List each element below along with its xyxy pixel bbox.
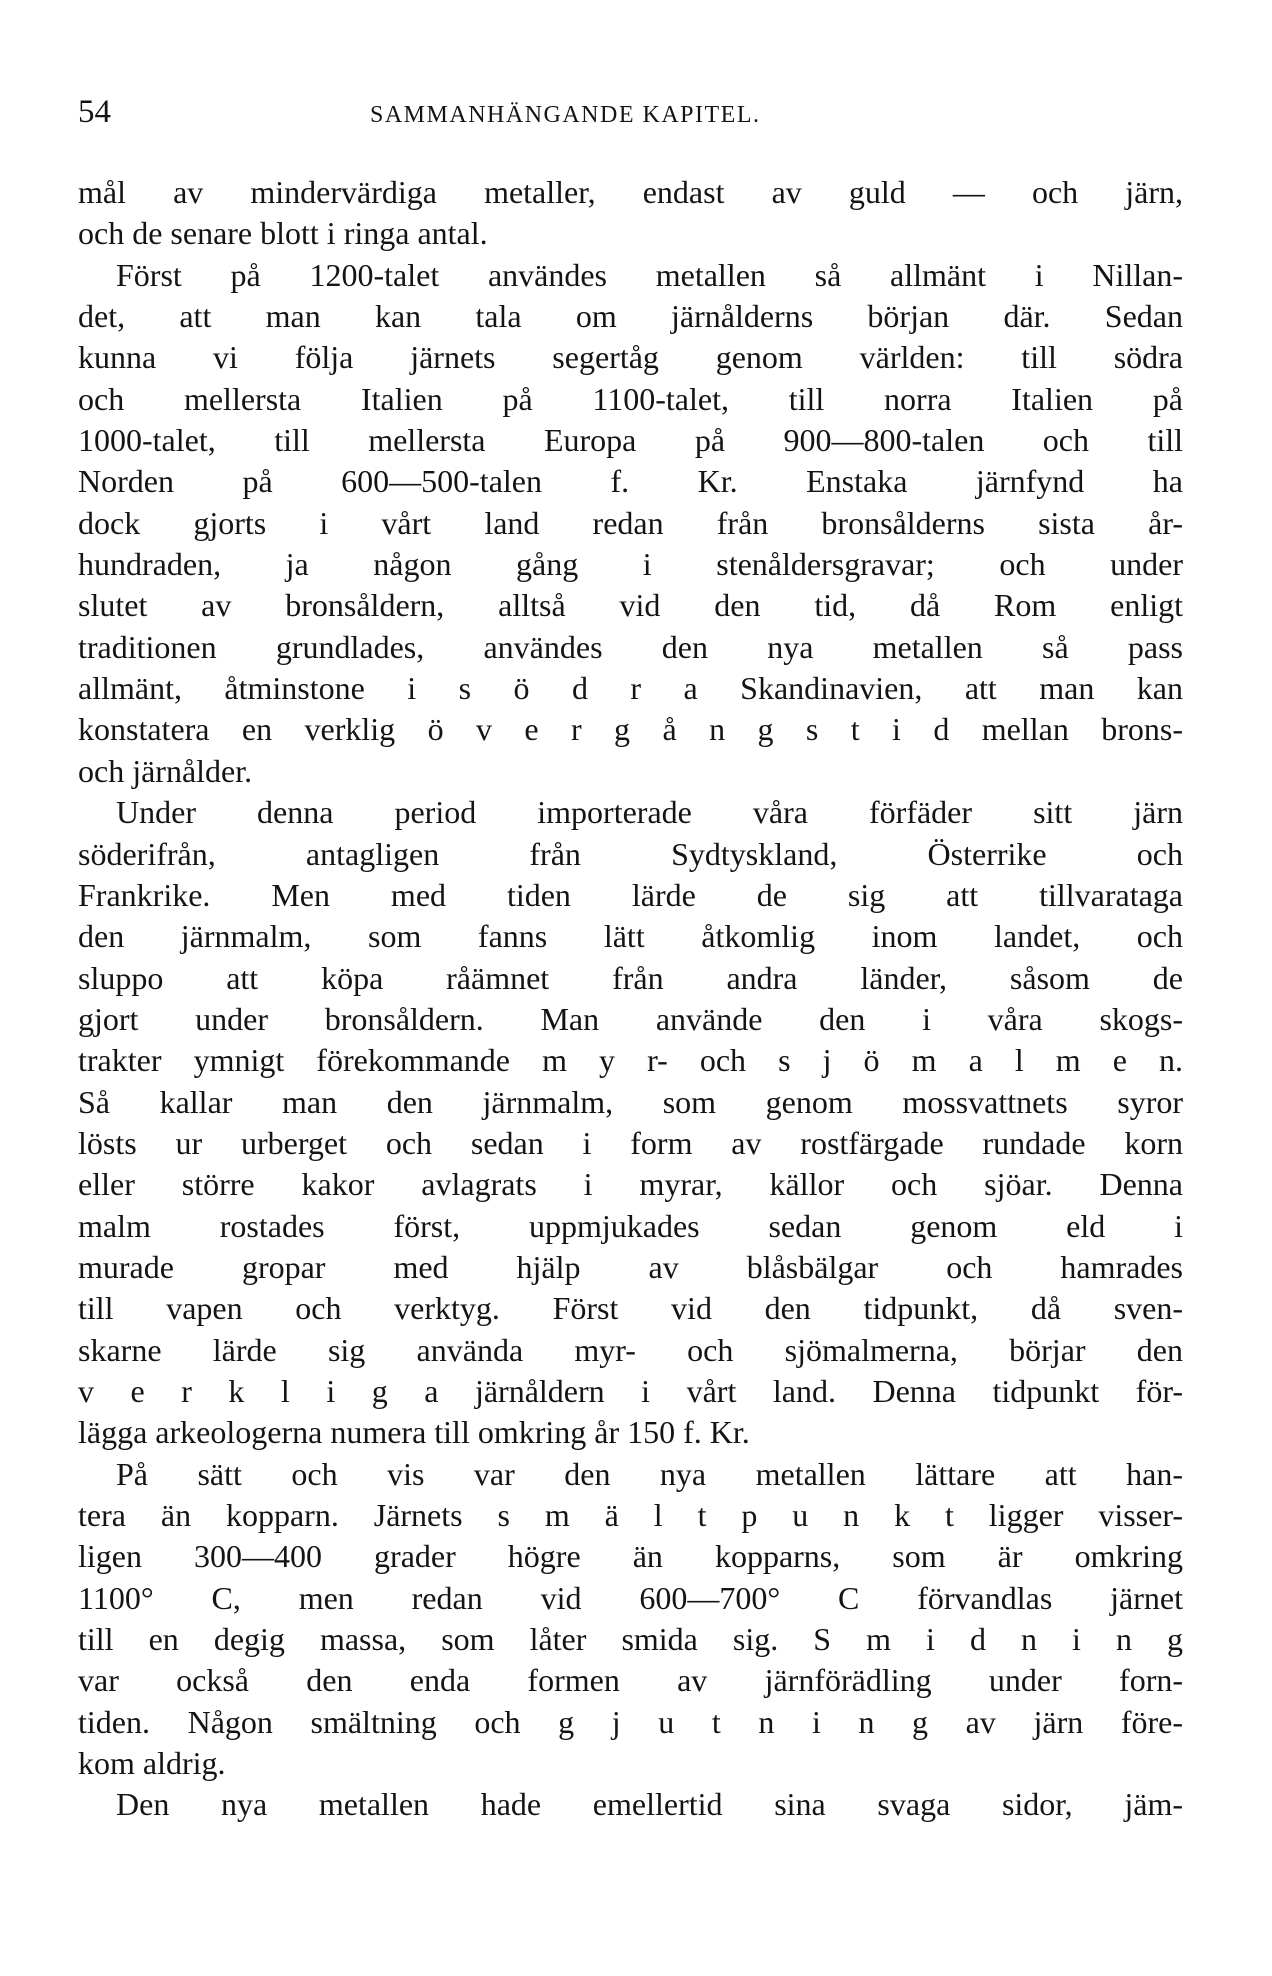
body-text bbox=[78, 172, 1183, 1826]
text-line: det, att man kan tala om järnålderns början där. Sedan bbox=[78, 298, 1183, 335]
text-line: till vapen och verktyg. Först vid den tidpunkt, då sven- bbox=[78, 1290, 1183, 1327]
text-line: eller större kakor avlagrats i myrar, källor och sjöar. Denna bbox=[78, 1166, 1183, 1203]
text-line: ligen 300—400 grader högre än kopparns, som är omkring bbox=[78, 1538, 1183, 1575]
text-line: 1000-talet, till mellersta Europa på 900—800-talen och till bbox=[78, 422, 1183, 459]
text-line: Frankrike. Men med tiden lärde de sig att tillvarataga bbox=[78, 876, 1183, 913]
text-line: Så kallar man den järnmalm, som genom mossvattnets syror bbox=[78, 1083, 1183, 1120]
text-line: tiden. Någon smältning och g j u t n i n g av järn före- bbox=[78, 1703, 1183, 1740]
text-line: slutet av bronsåldern, alltså vid den tid, då Rom enligt bbox=[78, 587, 1183, 624]
page-header bbox=[78, 92, 1183, 152]
page-number: 54 bbox=[78, 94, 111, 130]
text-line: till en degig massa, som låter smida sig. S m i d n i n g bbox=[78, 1621, 1183, 1658]
text-line: den järnmalm, som fanns lätt åtkomlig inom landet, och bbox=[78, 918, 1183, 955]
text-line: trakter ymnigt förekommande m y r- och s j ö m a l m e n. bbox=[78, 1042, 1183, 1079]
text-line: konstatera en verklig ö v e r g å n g s t i d mellan brons- bbox=[78, 711, 1183, 748]
text-line: På sätt och vis var den nya metallen lättare att han- bbox=[116, 1455, 1183, 1492]
text-line: hundraden, ja någon gång i stenåldersgravar; och under bbox=[78, 546, 1183, 583]
text-line: söderifrån, antagligen från Sydtyskland, Österrike och bbox=[78, 835, 1183, 872]
text-line: skarne lärde sig använda myr- och sjömalmerna, börjar den bbox=[78, 1331, 1183, 1368]
text-line: kom aldrig. bbox=[78, 1745, 226, 1782]
text-line: och mellersta Italien på 1100-talet, till norra Italien på bbox=[78, 380, 1183, 417]
text-line: Först på 1200-talet användes metallen så allmänt i Nillan- bbox=[116, 256, 1183, 293]
text-line: allmänt, åtminstone i s ö d r a Skandinavien, att man kan bbox=[78, 670, 1183, 707]
text-line: och järnålder. bbox=[78, 752, 253, 789]
text-line: dock gjorts i vårt land redan från bronsålderns sista år- bbox=[78, 504, 1183, 541]
text-line: sluppo att köpa råämnet från andra länder, såsom de bbox=[78, 959, 1183, 996]
running-head: SAMMANHÄNGANDE KAPITEL. bbox=[370, 102, 761, 128]
text-line: Den nya metallen hade emellertid sina svaga sidor, jäm- bbox=[116, 1786, 1183, 1823]
text-line: tera än kopparn. Järnets s m ä l t p u n k t ligger visser- bbox=[78, 1497, 1183, 1533]
text-line: kunna vi följa järnets segertåg genom världen: till södra bbox=[78, 339, 1183, 376]
text-line: var också den enda formen av järnförädling under forn- bbox=[78, 1662, 1183, 1699]
text-line: Norden på 600—500-talen f. Kr. Enstaka järnfynd ha bbox=[78, 463, 1183, 500]
text-line: Under denna period importerade våra förfäder sitt järn bbox=[116, 794, 1183, 831]
text-line: lösts ur urberget och sedan i form av rostfärgade rundade korn bbox=[78, 1124, 1183, 1161]
text-line: 1100° C, men redan vid 600—700° C förvandlas järnet bbox=[78, 1579, 1183, 1616]
text-line: malm rostades först, uppmjukades sedan genom eld i bbox=[78, 1207, 1183, 1244]
text-line: murade gropar med hjälp av blåsbälgar och hamrades bbox=[78, 1248, 1183, 1285]
text-line: traditionen grundlades, användes den nya metallen så pass bbox=[78, 628, 1183, 665]
book-page bbox=[78, 92, 1183, 1826]
text-line: gjort under bronsåldern. Man använde den i våra skogs- bbox=[78, 1000, 1183, 1037]
text-line: och de senare blott i ringa antal. bbox=[78, 215, 488, 252]
text-line: lägga arkeologerna numera till omkring år 150 f. Kr. bbox=[78, 1414, 750, 1451]
text-line: mål av mindervärdiga metaller, endast av guld — och järn, bbox=[78, 174, 1183, 210]
text-line: v e r k l i g a järnåldern i vårt land. Denna tidpunkt för- bbox=[78, 1372, 1183, 1409]
